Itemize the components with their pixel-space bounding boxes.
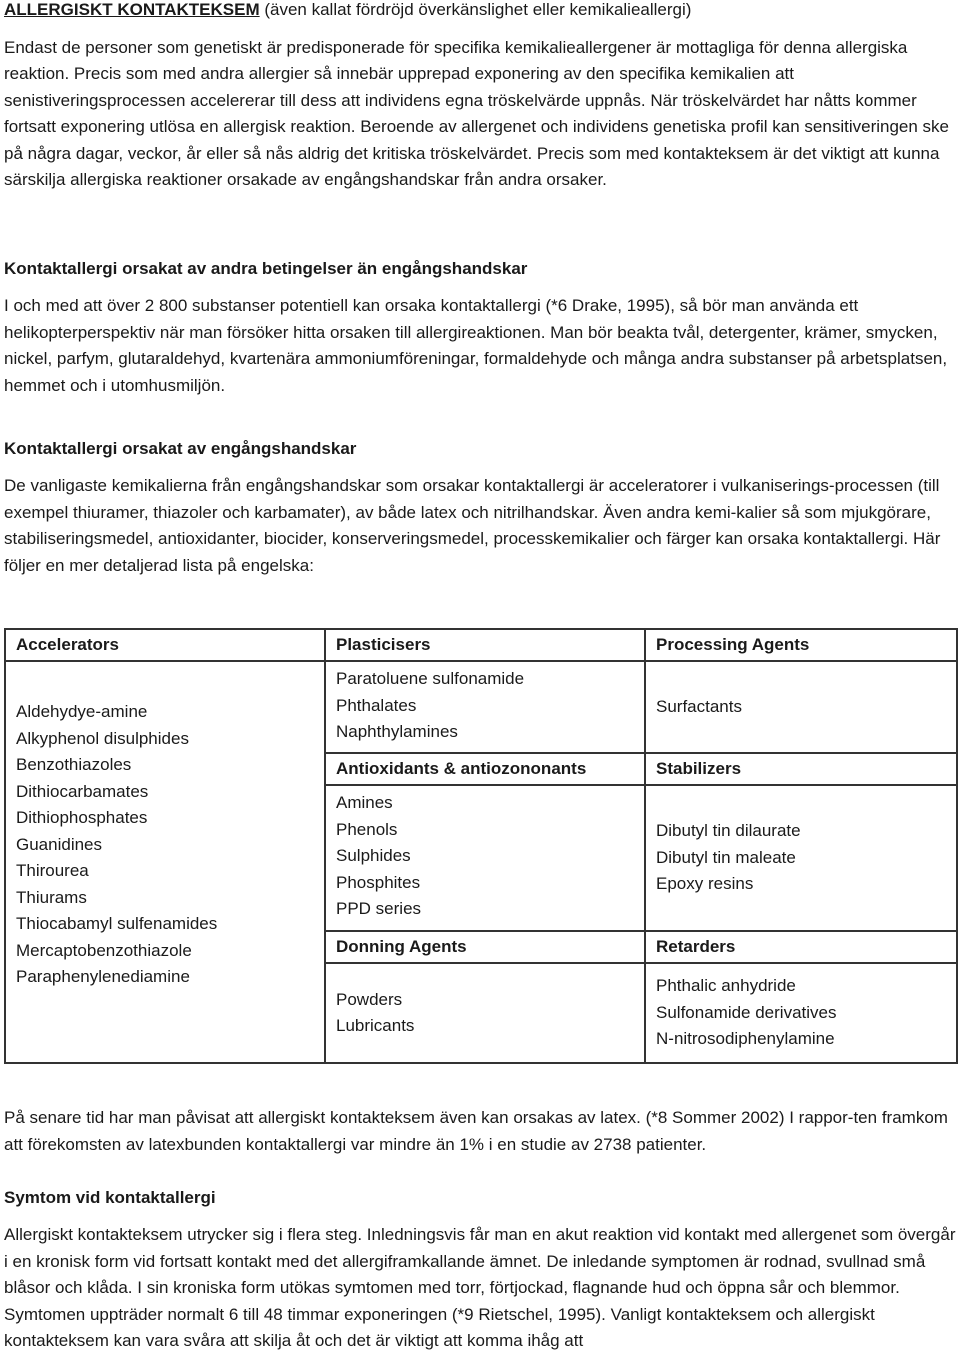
donning-agent-item: Lubricants [336,1016,415,1035]
stabilizer-item: Dibutyl tin maleate [656,847,796,867]
heading-glove-causes: Kontaktallergi orsakat av engångshandskar [4,439,357,458]
processing-agents-list [656,694,946,721]
paragraph-glove-causes: De vanligaste kemikalierna från engångshandskar som orsakar kontaktallergi är acceleratorer i vulkaniserings-processen (till exempel thiuramer, thiazoler och karbamater), av både latex och nitrilhandskar. Även andra kemi-kalier så som mjukgörare, stabiliseringsmedel, antioxidanter, biocider, konserveringsmedel, processkemikalier och färger kan orsaka kontaktallergi. Här följer en mer detaljerad lista på engelska: [4,476,941,575]
heading-other-causes: Kontaktallergi orsakat av andra betingelser än engångshandskar [4,259,528,278]
plasticiser-item: Phthalates [336,695,417,715]
chemicals-table [4,628,958,1064]
accelerator-item: Mercaptobenzothiazole [16,940,192,960]
paragraph-symptoms: Allergiskt kontakteksem utrycker sig i flera steg. Inledningsvis får man en akut reaktion vid kontakt med allergenet som övergår i en kronisk form vid fortsatt kontakt med det allergiframkallande ämnet. De inledande symptomen är rodnad, svullnad små blåsor och klåda. I sin kroniska form utökas symtomen med torr, förtjockad, flagnande hud och öppna sår och blemmor. Symtomen uppträder normalt 6 till 48 timmar exponeringen (*9 Rietschel, 1995). Vanligt kontakteksem och allergiskt kontakteksem kan vara svåra att skilja åt och det är viktigt att komma ihåg att [4,1225,956,1350]
donning-agent-item: Powders [336,989,403,1009]
plasticisers-list [336,666,634,746]
header-stabilizers: Stabilizers [645,753,957,785]
accelerator-item: Thirourea [16,861,89,881]
header-processing-agents: Processing Agents [645,629,957,661]
table-row [5,629,957,661]
antioxidant-item: Phosphites [336,872,421,892]
section-body: Endast de personer som genetiskt är predisponerade för specifika kemikalieallergener är mottagliga för denna allergiska reaktion. Precis som med andra allergier så innebär upprepad exponering av den specifika kemikalien att senistiveringsprocessen accelererar till dess att individens egna tröskelvärde uppnås. När tröskelvärdet har nåtts kommer fortsatt exponering utlösa en allergisk reaktion. Beroende av allergenet och individens genetiska profil kan sensitiveringen ske på några dagar, veckor, år eller så nås aldrig det kritiska tröskelvärdet. Precis som med kontakteksem är det viktigt att kunna särskilja allergiska reaktioner orsakade av engångshandskar från andra orsaker. [4,37,950,189]
accelerator-item: Dithiophosphates [16,808,148,828]
plasticiser-item: Paratoluene sulfonamide [336,669,525,688]
section-allergic-contact-eczema [4,0,956,194]
antioxidant-item: PPD series [336,899,422,918]
retarder-item: N-nitrosodiphenylamine [656,1029,835,1049]
donning-agents-cell [325,963,645,1063]
accelerator-item: Benzothiazoles [16,755,132,775]
retarders-cell [645,963,957,1063]
table-row [5,661,957,753]
processing-agents-cell [645,661,957,753]
antioxidant-item: Phenols [336,819,398,839]
accelerator-item: Thiurams [16,887,87,907]
stabilizer-item: Dibutyl tin dilaurate [656,821,801,841]
accelerator-item: Aldehydye-amine [16,702,148,722]
section-title-line [4,0,956,24]
heading-symptoms: Symtom vid kontaktallergi [4,1188,216,1207]
antioxidants-list [336,790,634,923]
accelerator-item: Alkyphenol disulphides [16,728,189,748]
accelerator-item: Thiocabamyl sulfenamides [16,914,218,934]
header-retarders: Retarders [645,931,957,963]
antioxidants-cell [325,785,645,931]
stabilizer-item: Epoxy resins [656,874,754,894]
donning-agents-list [336,987,634,1040]
accelerators-list [16,699,314,991]
header-donning-agents: Donning Agents [325,931,645,963]
stabilizers-list [656,818,946,898]
accelerator-item: Dithiocarbamates [16,781,149,801]
section-title-suffix: (även kallat fördröjd överkänslighet eller kemikalieallergi) [259,0,692,19]
antioxidant-item: Amines [336,793,393,812]
retarder-item: Sulfonamide derivatives [656,1002,837,1022]
header-accelerators: Accelerators [5,629,325,661]
accelerator-item: Paraphenylenediamine [16,967,190,987]
antioxidant-item: Sulphides [336,846,411,865]
stabilizers-cell [645,785,957,931]
processing-agent-item: Surfactants [656,696,742,716]
header-plasticisers: Plasticisers [325,629,645,661]
accelerator-item: Guanidines [16,834,103,854]
retarder-item: Phthalic anhydride [656,976,796,996]
accelerators-cell [5,661,325,1063]
header-antioxidants: Antioxidants & antiozononants [325,753,645,785]
section-title: ALLERGISKT KONTAKTEKSEM [4,0,260,19]
plasticisers-cell [325,661,645,753]
paragraph-latex: På senare tid har man påvisat att allergiskt kontakteksem även kan orsakas av latex. (*8 Sommer 2002) I rappor-ten framkom att förekomsten av latexbunden kontaktallergi var mindre än 1% i en studie av 2738 patienter. [4,1108,948,1154]
paragraph-other-causes: I och med att över 2 800 substanser potentiell kan orsaka kontaktallergi (*6 Drake, 1995), så bör man använda ett helikopterperspektiv när man försöker hitta orsaken till allergireaktionen. Man bör beakta tvål, detergenter, krämer, smycken, nickel, parfym, glutaraldehyd, kvartenära ammoniumföreningar, formaldehyde och många andra substanser på arbetsplatsen, hemmet och i utomhusmiljön. [4,296,948,395]
plasticiser-item: Naphthylamines [336,722,458,741]
retarders-list [656,973,946,1053]
